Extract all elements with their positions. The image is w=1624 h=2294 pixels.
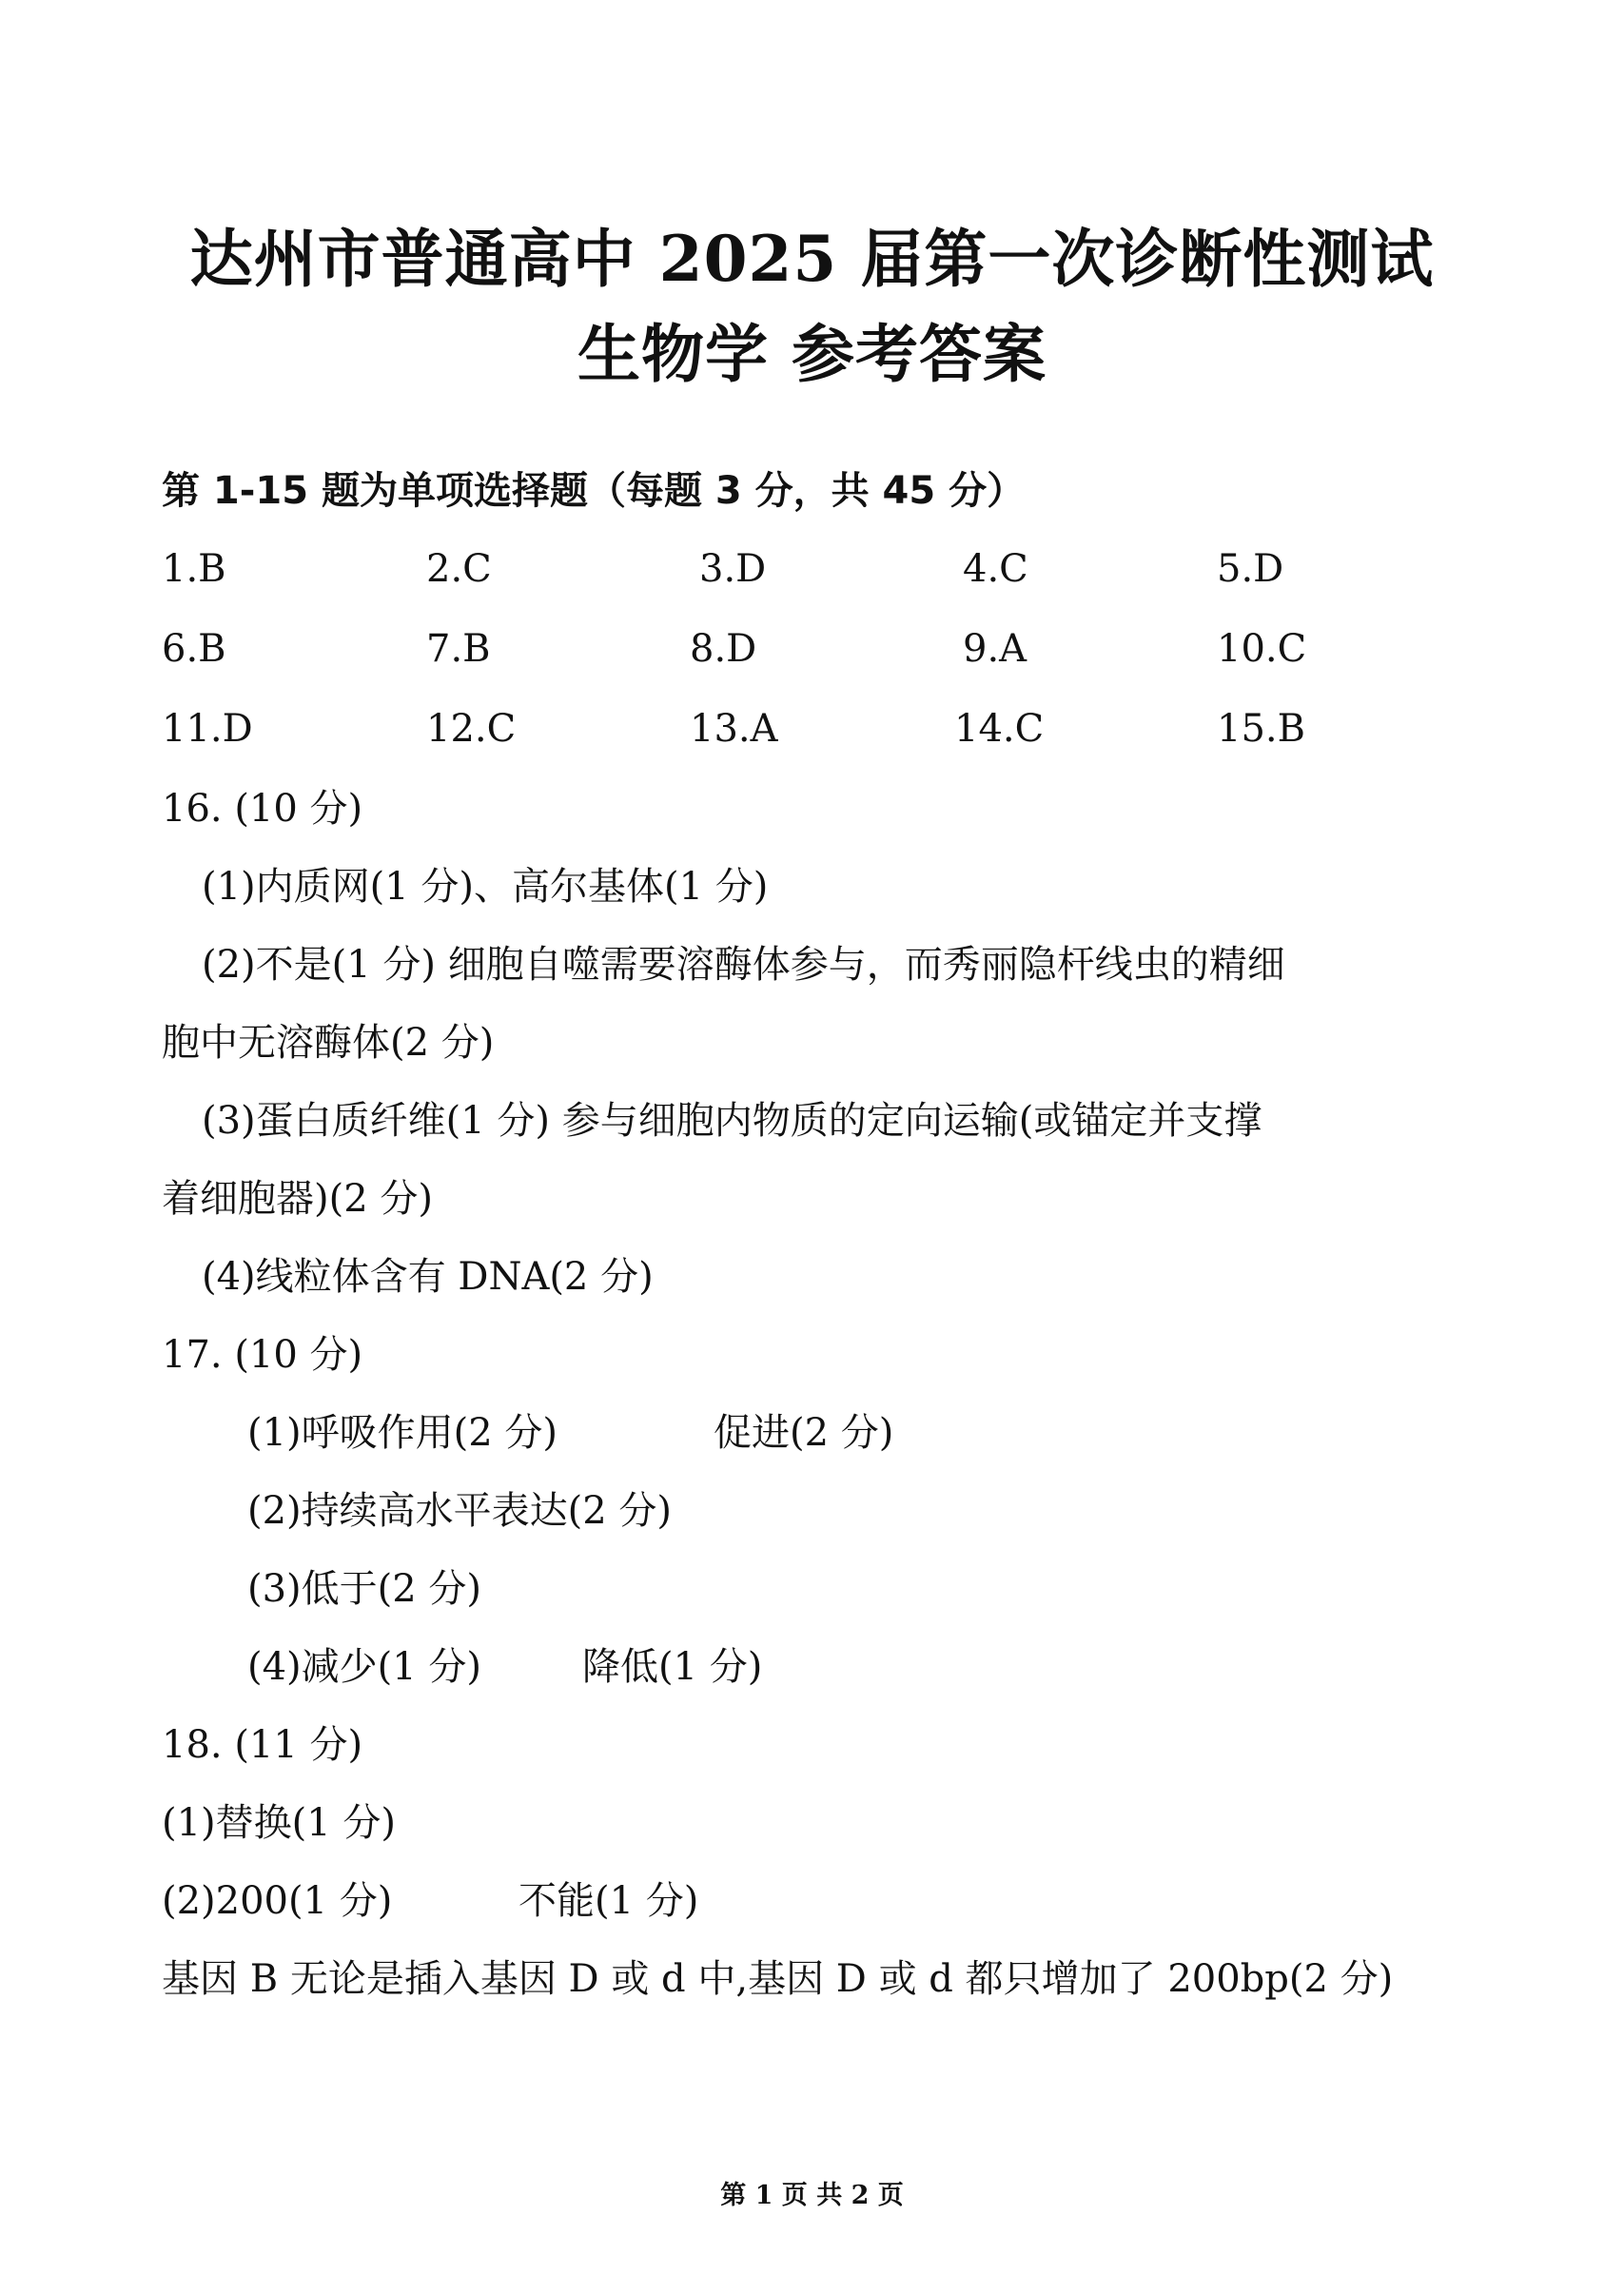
answer-item: 13.A bbox=[690, 707, 778, 751]
question-17-answer-4: (4)减少(1 分) bbox=[247, 1645, 482, 1689]
section-heading: 第 1-15 题为单项选择题（每题 3 分，共 45 分） bbox=[162, 469, 1026, 513]
answer-item: 15.B bbox=[1217, 707, 1306, 751]
question-16-answer-4: (4)线粒体含有 DNA(2 分) bbox=[202, 1255, 654, 1299]
answer-item: 5.D bbox=[1217, 547, 1284, 591]
question-18-answer-2: (2)200(1 分) bbox=[162, 1879, 393, 1923]
answer-item: 4.C bbox=[963, 547, 1028, 591]
answer-row bbox=[0, 540, 1624, 598]
question-17-answer-3: (3)低于(2 分) bbox=[247, 1567, 482, 1611]
question-16-answer-1: (1)内质网(1 分)、高尔基体(1 分) bbox=[202, 865, 769, 909]
answer-row bbox=[0, 620, 1624, 677]
question-18-answer-2-explanation: 基因 B 无论是插入基因 D 或 d 中,基因 D 或 d 都只增加了 200bp(2 分) bbox=[162, 1957, 1394, 2001]
question-16-answer-3-cont: 着细胞器)(2 分) bbox=[162, 1177, 433, 1221]
answer-item: 9.A bbox=[963, 627, 1027, 671]
question-17-answer-4-b: 降低(1 分) bbox=[582, 1645, 763, 1689]
answer-item: 2.C bbox=[426, 547, 492, 591]
answer-item: 3.D bbox=[699, 547, 767, 591]
question-17-answer-1-b: 促进(2 分) bbox=[714, 1411, 894, 1455]
question-18-heading: 18. (11 分) bbox=[162, 1723, 363, 1767]
question-16-answer-3: (3)蛋白质纤维(1 分) 参与细胞内物质的定向运输(或锚定并支撑 bbox=[202, 1099, 1262, 1143]
answer-item: 10.C bbox=[1217, 627, 1307, 671]
question-17-answer-1: (1)呼吸作用(2 分) bbox=[247, 1411, 558, 1455]
answer-item: 12.C bbox=[426, 707, 517, 751]
answer-item: 14.C bbox=[954, 707, 1045, 751]
page-footer: 第 1 页 共 2 页 bbox=[720, 2181, 904, 2210]
answer-item: 8.D bbox=[690, 627, 757, 671]
question-18-answer-1: (1)替换(1 分) bbox=[162, 1801, 397, 1845]
question-16-answer-2: (2)不是(1 分) 细胞自噬需要溶酶体参与，而秀丽隐杆线虫的精细 bbox=[202, 943, 1285, 987]
answer-item: 6.B bbox=[162, 627, 226, 671]
document-title-line1: 达州市普通高中 2025 届第一次诊断性测试 bbox=[189, 222, 1435, 296]
question-17-heading: 17. (10 分) bbox=[162, 1333, 363, 1377]
document-title-line2: 生物学 参考答案 bbox=[577, 317, 1047, 391]
answer-row bbox=[0, 700, 1624, 757]
answer-item: 7.B bbox=[426, 627, 491, 671]
question-16-heading: 16. (10 分) bbox=[162, 787, 363, 831]
question-18-answer-2-b: 不能(1 分) bbox=[519, 1879, 699, 1923]
answer-item: 11.D bbox=[162, 707, 253, 751]
question-16-answer-2-cont: 胞中无溶酶体(2 分) bbox=[162, 1021, 495, 1065]
answer-item: 1.B bbox=[162, 547, 226, 591]
question-17-answer-2: (2)持续高水平表达(2 分) bbox=[247, 1489, 673, 1533]
